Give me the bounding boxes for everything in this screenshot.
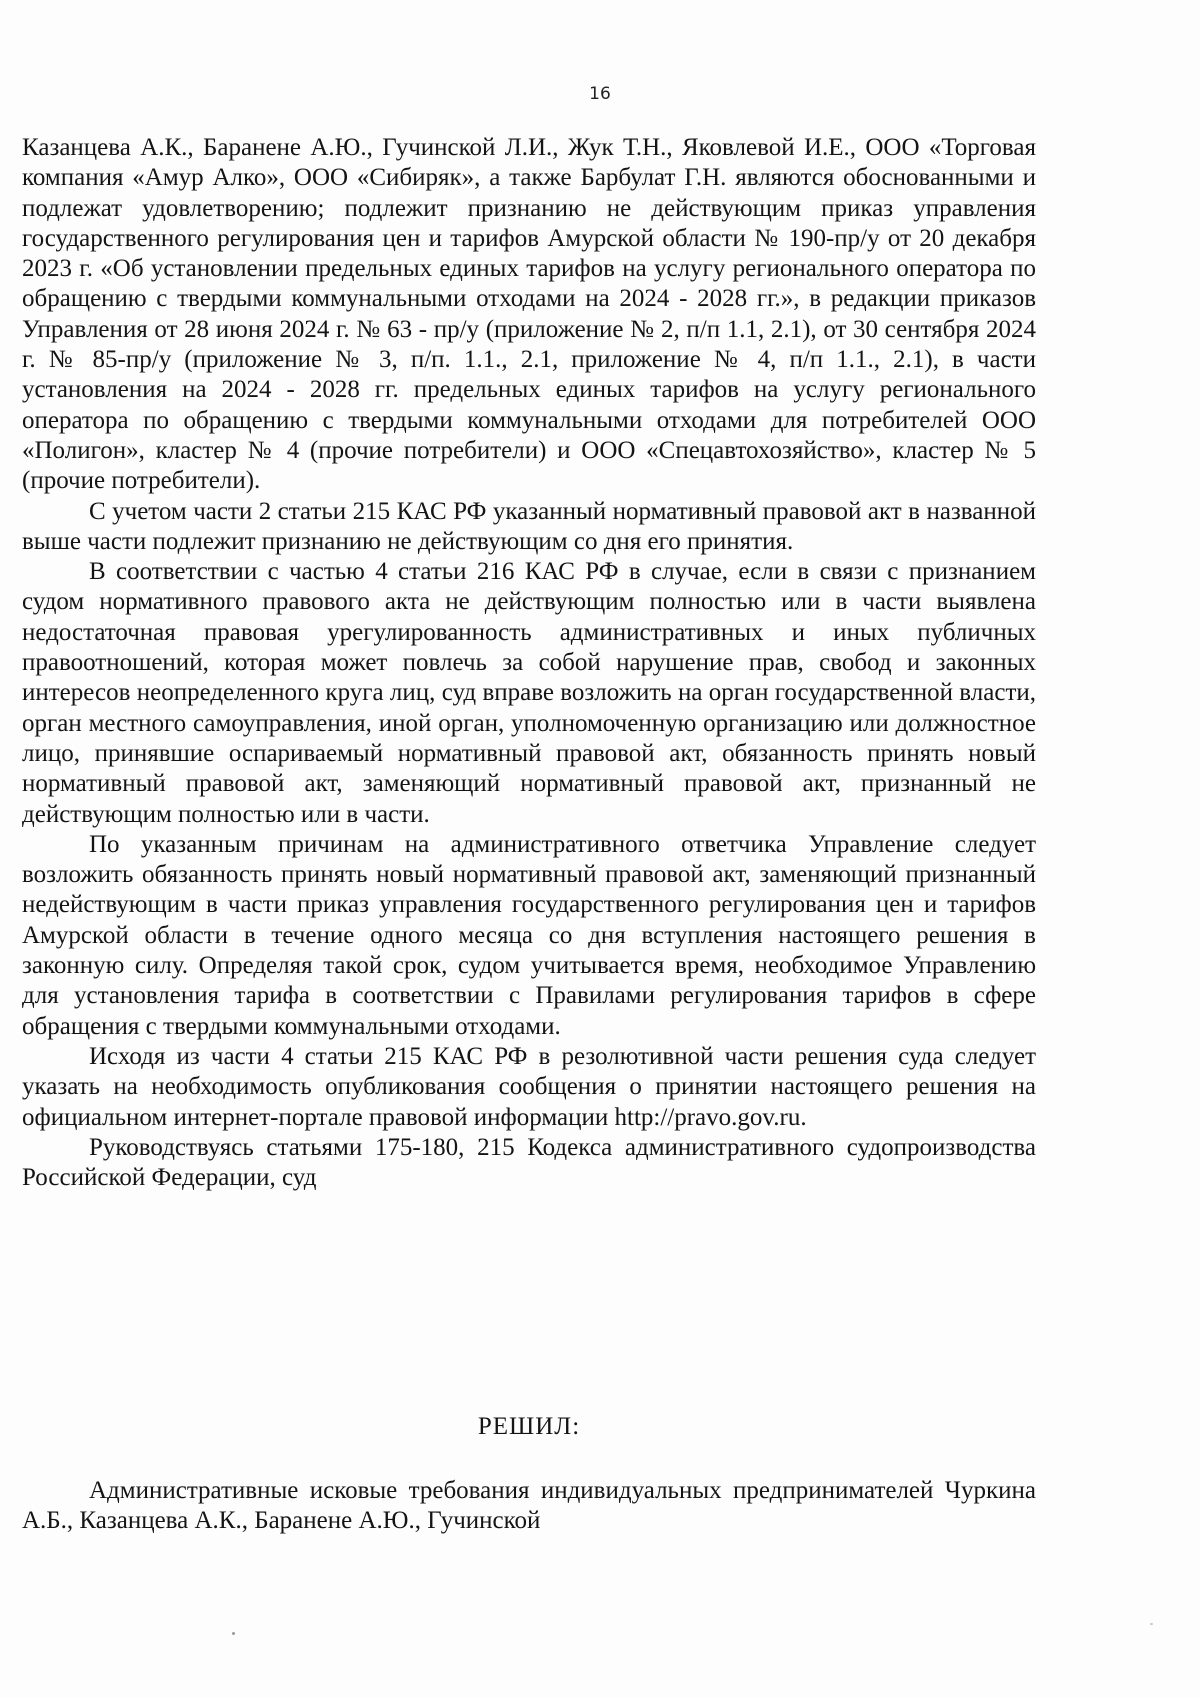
scan-speck	[232, 1632, 235, 1635]
resolution-paragraph: Административные исковые требования индивидуальных предпринимателей Чуркина А.Б., Казанцева А.К., Баранене А.Ю., Гучинской	[22, 1477, 1036, 1535]
paragraph: Казанцева А.К., Баранене А.Ю., Гучинской Л.И., Жук Т.Н., Яковлевой И.Е., ООО «Торговая компания «Амур Алко», ООО «Сибиряк», а также Барбулат Г.Н. являются обоснованными и подлежат удовлетворению; подлежит признанию не действующим приказ управления государственного регулирования цен и тарифов Амурской области № 190-пр/у от 20 декабря 2023 г. «Об установлении предельных единых тарифов на услугу регионального оператора по обращению с твердыми коммунальными отходами на 2024 - 2028 гг.», в редакции приказов Управления от 28 июня 2024 г. № 63 - пр/у (приложение № 2, п/п 1.1, 2.1), от 30 сентября 2024 г. № 85-пр/у (приложение № 3, п/п. 1.1., 2.1, приложение № 4, п/п 1.1., 2.1), в части установления на 2024 - 2028 гг. предельных единых тарифов на услугу регионального оператора по обращению с твердыми коммунальными отходами для потребителей ООО «Полигон», кластер № 4 (прочие потребители) и ООО «Спецавтохозяйство», кластер № 5 (прочие потребители).	[22, 134, 1036, 495]
page-number: 16	[589, 84, 611, 104]
paragraph: С учетом части 2 статьи 215 КАС РФ указанный нормативный правовой акт в названной выше части подлежит признанию не действующим со дня его принятия.	[22, 497, 1036, 555]
paragraph: По указанным причинам на административного ответчика Управление следует возложить обязанность принять новый нормативный правовой акт, заменяющий признанный недействующим в части приказ управления государственного регулирования цен и тарифов Амурской области в течение одного месяца со дня вступления настоящего решения в законную силу. Определяя такой срок, судом учитывается время, необходимое Управлению для установления тарифа в соответствии с Правилами регулирования тарифов в сфере обращения с твердыми коммунальными отходами.	[22, 830, 1036, 1040]
paragraph: В соответствии с частью 4 статьи 216 КАС РФ в случае, если в связи с признанием судом нормативного правового акта не действующим полностью или в части выявлена недостаточная правовая урегулированность административных и иных публичных правоотношений, которая может повлечь за собой нарушение прав, свобод и законных интересов неопределенного круга лиц, суд вправе возложить на орган государственной власти, орган местного самоуправления, иной орган, уполномоченную организацию или должностное лицо, принявшие оспариваемый нормативный правовой акт, обязанность принять новый нормативный правовой акт, заменяющий нормативный правовой акт, признанный не действующим полностью или в части.	[22, 558, 1036, 828]
decision-heading: РЕШИЛ:	[477, 1413, 581, 1440]
paragraph: Исходя из части 4 статьи 215 КАС РФ в резолютивной части решения суда следует указать на необходимость опубликования сообщения о принятии настоящего решения на официальном интернет-портале правовой информации http://pravo.gov.ru.	[22, 1042, 1036, 1131]
resolution-section	[22, 1476, 1036, 1537]
document-body	[22, 133, 1036, 1193]
scan-speck	[1150, 1623, 1153, 1625]
paragraph: Руководствуясь статьями 175-180, 215 Кодекса административного судопроизводства Российской Федерации, суд	[22, 1133, 1036, 1192]
